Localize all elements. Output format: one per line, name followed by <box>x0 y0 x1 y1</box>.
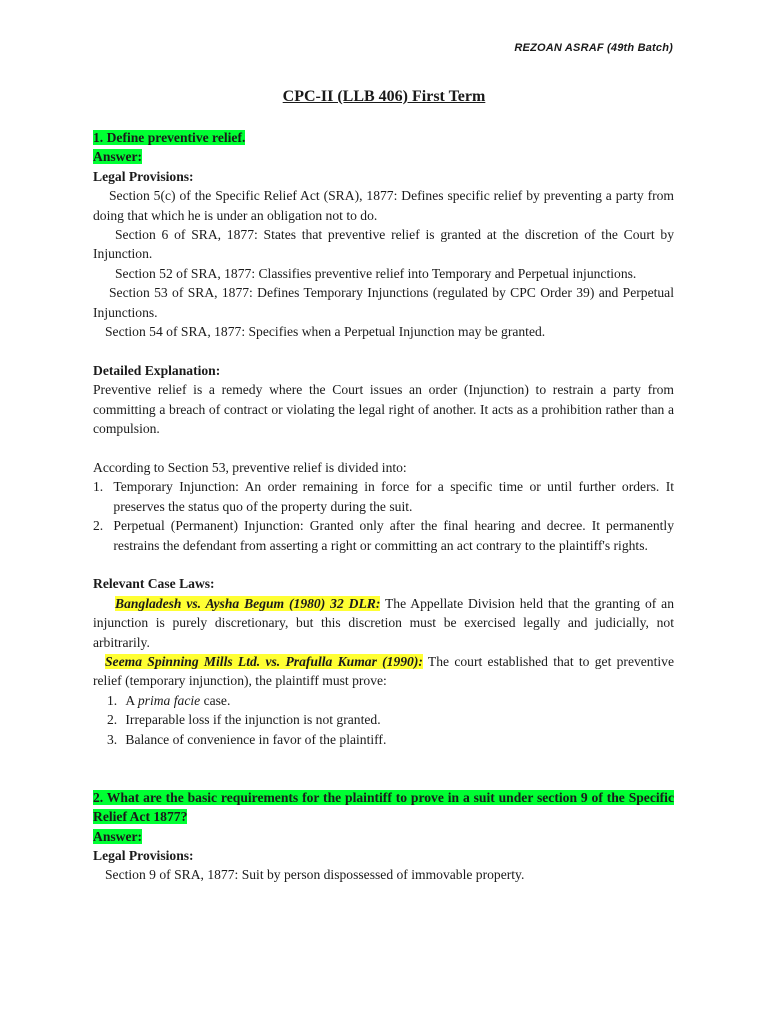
list-text: Perpetual (Permanent) Injunction: Granted only after the final hearing and decree. It permanently restrains the defendant from asserting a right or committing an act contrary to the plaintiff's rights. <box>113 518 674 553</box>
case-text: The court established that to get preventive relief (temporary injunction), the plaintiff must prove: <box>93 653 674 689</box>
detailed-explanation-text: Preventive relief is a remedy where the Court issues an order (Injunction) to restrain a party from committing a breach of contract or violating the legal right of another. It acts as a prohibition rather than a compulsion. <box>93 382 674 437</box>
detailed-explanation-heading: Detailed Explanation: <box>93 362 221 378</box>
provision-section-54: Section 54 of SRA, 1877: Specifies when a Perpetual Injunction may be granted. <box>105 324 546 340</box>
case-name: Bangladesh vs. Aysha Begum (1980) 32 DLR: <box>115 595 381 611</box>
document-body <box>93 128 674 885</box>
page-title: CPC-II (LLB 406) First Term <box>282 88 486 105</box>
list-text: Temporary Injunction: An order remaining in force for a specific time or until further orders. It preserves the status quo of the property during the suit. <box>113 479 674 514</box>
spacer <box>93 768 674 787</box>
provision-section-52: Section 52 of SRA, 1877: Classifies preventive relief into Temporary and Perpetual injunctions. <box>115 265 637 281</box>
question-2 <box>93 788 674 827</box>
division-item-1 <box>93 477 674 516</box>
list-number: 1. <box>93 479 104 495</box>
requirement-item: 3. Balance of convenience in favor of the plaintiff. <box>107 731 387 747</box>
provision-section-53: Section 53 of SRA, 1877: Defines Temporary Injunctions (regulated by CPC Order 39) and Perpetual Injunctions. <box>93 285 674 320</box>
answer-label-2: Answer: <box>93 828 143 844</box>
case-law-2 <box>93 652 674 691</box>
list-number: 2. <box>93 518 104 534</box>
provision-section-5c: Section 5(c) of the Specific Relief Act (SRA), 1877: Defines specific relief by preventing a party from doing that which he is under an obligation not to do. <box>93 188 674 223</box>
question-1-text: 1. Define preventive relief. <box>93 130 246 145</box>
case-laws-heading: Relevant Case Laws: <box>93 576 215 592</box>
legal-provisions-heading-2: Legal Provisions: <box>93 847 194 863</box>
requirements-list <box>93 691 674 749</box>
spacer <box>93 555 674 574</box>
spacer <box>93 438 674 457</box>
question-2-text: 2. What are the basic requirements for the plaintiff to prove in a suit under section 9 of the Specific Relief Act 1877? <box>93 789 674 825</box>
division-item-2 <box>93 516 674 555</box>
provision-section-9: Section 9 of SRA, 1877: Suit by person dispossessed of immovable property. <box>105 867 525 883</box>
spacer <box>93 341 674 360</box>
spacer <box>93 749 674 768</box>
legal-provisions-heading: Legal Provisions: <box>93 168 194 184</box>
division-intro: According to Section 53, preventive relief is divided into: <box>93 459 407 475</box>
question-1 <box>93 128 674 147</box>
case-law-1 <box>93 594 674 652</box>
case-text: The Appellate Division held that the granting of an injunction is purely discretionary, but this discretion must be exercised legally and judicially, not arbitrarily. <box>93 595 674 650</box>
provision-section-6: Section 6 of SRA, 1877: States that preventive relief is granted at the discretion of the Court by Injunction. <box>93 227 674 262</box>
answer-label-1: Answer: <box>93 149 143 165</box>
requirement-item: 1. A prima facie case. <box>107 692 231 708</box>
requirement-item: 2. Irreparable loss if the injunction is not granted. <box>107 712 381 728</box>
author-header: REZOAN ASRAF (49th Batch) <box>514 42 673 54</box>
case-name: Seema Spinning Mills Ltd. vs. Prafulla Kumar (1990): <box>105 653 423 669</box>
